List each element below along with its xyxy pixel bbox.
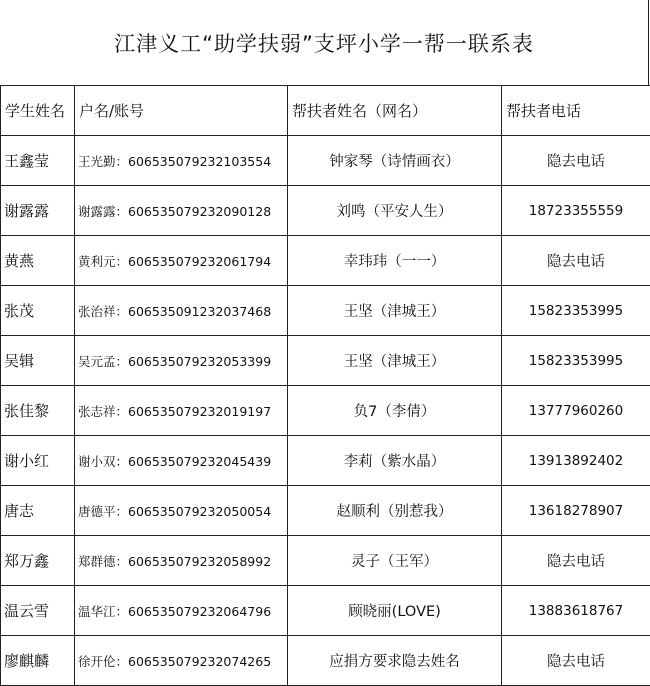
helper-name-cell: 钟家琴（诗情画衣） [288,136,502,186]
contact-table [0,85,650,686]
student-name-cell: 王鑫莹 [1,136,75,186]
account-cell: 徐开伦：606535079232074265 [75,636,288,686]
helper-name-cell: 灵子（王军） [288,536,502,586]
helper-phone-cell: 15823353995 [502,286,650,336]
account-cell: 温华江：606535079232064796 [75,586,288,636]
helper-phone-cell: 18723355559 [502,186,650,236]
helper-name-cell: 刘鸣（平安人生） [288,186,502,236]
header-student: 学生姓名 [1,86,75,136]
helper-name-cell: 幸玮玮（一一） [288,236,502,286]
helper-phone-cell: 13883618767 [502,586,650,636]
helper-phone-cell: 隐去电话 [502,136,650,186]
header-row [1,86,650,136]
helper-name-cell: 王坚（津城王） [288,286,502,336]
helper-name-cell: 王坚（津城王） [288,336,502,386]
header-helper: 帮扶者姓名（网名） [288,86,502,136]
student-name-cell: 廖麒麟 [1,636,75,686]
helper-name-cell: 赵顺利（别惹我） [288,486,502,536]
student-name-cell: 唐志 [1,486,75,536]
header-phone: 帮扶者电话 [502,86,650,136]
helper-name-cell: 负7（李倩） [288,386,502,436]
table-row [1,486,650,536]
helper-name-cell: 李莉（紫水晶） [288,436,502,486]
helper-name-cell: 顾晓丽(LOVE) [288,586,502,636]
helper-phone-cell: 13618278907 [502,486,650,536]
student-name-cell: 张茂 [1,286,75,336]
table-row [1,436,650,486]
sheet-title: 江津义工“助学扶弱”支坪小学一帮一联系表 [114,28,534,58]
helper-phone-cell: 隐去电话 [502,536,650,586]
helper-phone-cell: 隐去电话 [502,236,650,286]
table-row [1,336,650,386]
account-cell: 谢露露：606535079232090128 [75,186,288,236]
table-body [1,136,650,686]
student-name-cell: 张佳黎 [1,386,75,436]
account-cell: 张志祥：606535079232019197 [75,386,288,436]
helper-name-cell: 应捐方要求隐去姓名 [288,636,502,686]
student-name-cell: 谢露露 [1,186,75,236]
table-row [1,586,650,636]
account-cell: 吴元孟：606535079232053399 [75,336,288,386]
table-row [1,536,650,586]
student-name-cell: 谢小红 [1,436,75,486]
header-account: 户名/账号 [75,86,288,136]
table-row [1,236,650,286]
table-row [1,186,650,236]
account-cell: 谢小双：606535079232045439 [75,436,288,486]
title-cell [0,0,649,85]
helper-phone-cell: 15823353995 [502,336,650,386]
student-name-cell: 黄燕 [1,236,75,286]
table-row [1,286,650,336]
account-cell: 王光勤：606535079232103554 [75,136,288,186]
account-cell: 唐德平：606535079232050054 [75,486,288,536]
table-row [1,136,650,186]
table-row [1,386,650,436]
student-name-cell: 郑万鑫 [1,536,75,586]
student-name-cell: 温云雪 [1,586,75,636]
helper-phone-cell: 隐去电话 [502,636,650,686]
student-name-cell: 吴辑 [1,336,75,386]
helper-phone-cell: 13913892402 [502,436,650,486]
table-row [1,636,650,686]
account-cell: 张治祥：606535091232037468 [75,286,288,336]
helper-phone-cell: 13777960260 [502,386,650,436]
account-cell: 郑群德：606535079232058992 [75,536,288,586]
account-cell: 黄利元：606535079232061794 [75,236,288,286]
